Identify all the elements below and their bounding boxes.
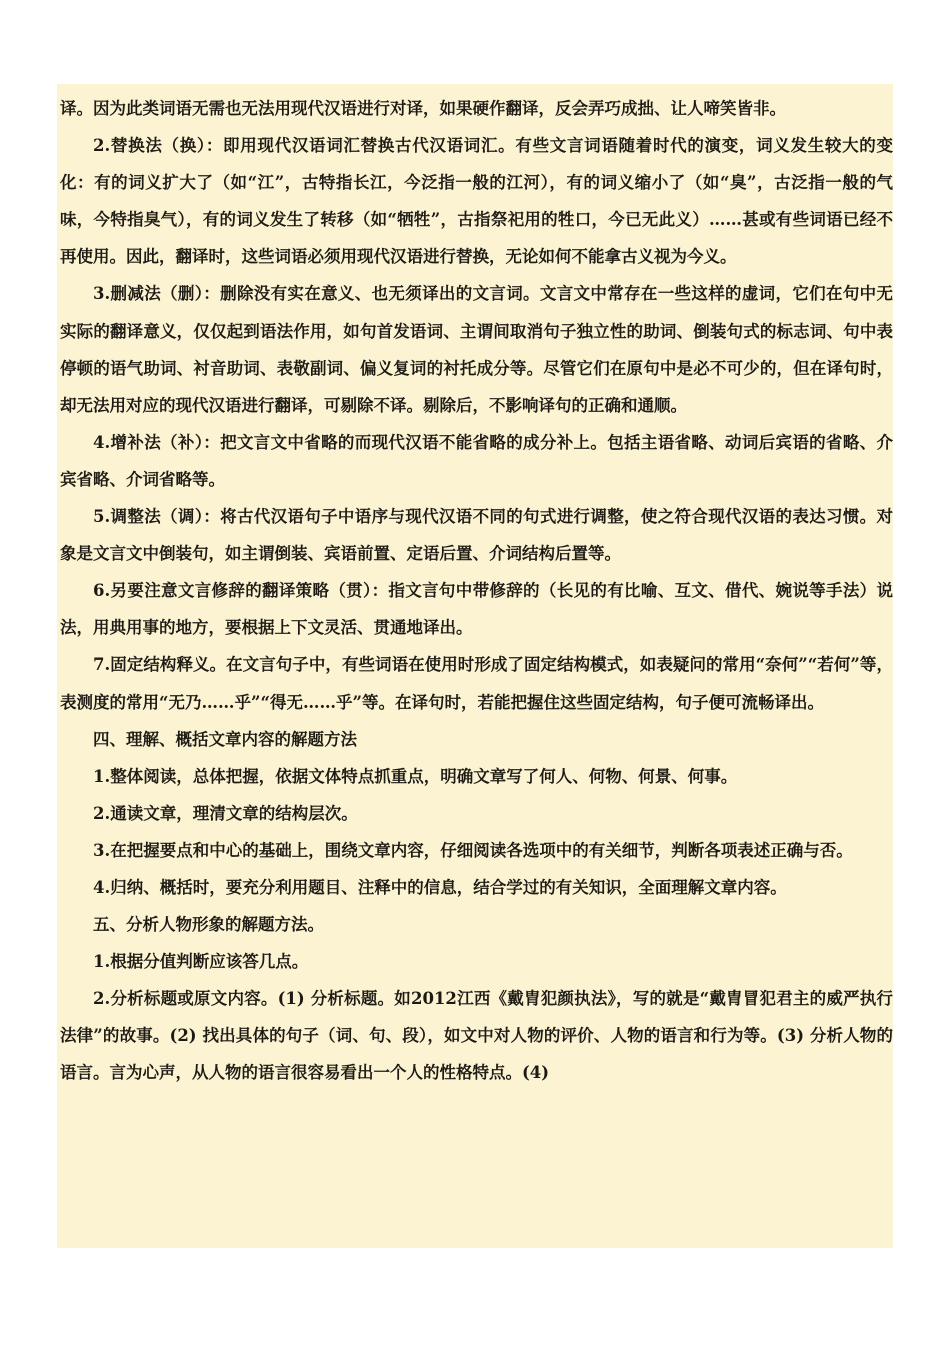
- paragraph-score-points: 1.根据分值判断应该答几点。: [93, 952, 309, 972]
- paragraph-supplement-method: 4.增补法（补）：把文言文中省略的而现代汉语不能省略的成分补上。包括主语省略、动词后宾语的省略、介宾省略、介词省略等。: [60, 432, 893, 489]
- document-page: [57, 84, 893, 1248]
- paragraph-fixed-structure: 7.固定结构释义。在文言句子中，有些词语在使用时形成了固定结构模式，如表疑问的常用“奈何”“若何”等，表测度的常用“无乃……乎”“得无……乎”等。在译句时，若能把握住这些固定结构，句子便可流畅译出。: [60, 655, 893, 712]
- paragraph-rhetoric-strategy: 6.另要注意文言修辞的翻译策略（贯）：指文言句中带修辞的（长见的有比喻、互文、借代、婉说等手法）说法，用典用事的地方，要根据上下文灵活、贯通地译出。: [60, 581, 893, 638]
- paragraph-adjustment-method: 5.调整法（调）：将古代汉语句子中语序与现代汉语不同的句式进行调整，使之符合现代汉语的表达习惯。对象是文言文中倒装句，如主谓倒装、宾语前置、定语后置、介词结构后置等。: [60, 507, 893, 564]
- paragraph-overall-reading: 1.整体阅读，总体把握，依据文体特点抓重点，明确文章写了何人、何物、何景、何事。: [93, 766, 738, 786]
- section-heading-four: 四、理解、概括文章内容的解题方法: [93, 729, 357, 749]
- paragraph-key-points: 3.在把握要点和中心的基础上，围绕文章内容，仔细阅读各选项中的有关细节，判断各项表述正确与否。: [93, 840, 853, 860]
- paragraph-read-through: 2.通读文章，理清文章的结构层次。: [93, 803, 358, 823]
- paragraph-replacement-method: 2.替换法（换）：即用现代汉语词汇替换古代汉语词汇。有些文言词语随着时代的演变，词义发生较大的变化：有的词义扩大了（如“江”，古特指长江，今泛指一般的江河），有的词义缩小了（如“臭”，古泛指一般的气味，今特指臭气），有的词义发生了转移（如“牺牲”，古指祭祀用的牲口，今已无此义）……甚或有些词语已经不再使用。因此，翻译时，这些词语必须用现代汉语进行替换，无论如何不能拿古义视为今义。: [60, 136, 893, 267]
- section-heading-five: 五、分析人物形象的解题方法。: [93, 915, 324, 935]
- paragraph-analyze-title: 2.分析标题或原文内容。(1) 分析标题。如2012江西《戴胄犯颜执法》，写的就是“戴胄冒犯君主的威严执行法律”的故事。(2) 找出具体的句子（词、句、段），如文中对人物的评价、人物的语言和行为等。(3) 分析人物的语言。言为心声，从人物的语言很容易看出一个人的性格特点。(4): [60, 989, 893, 1083]
- paragraph-summarize: 4.归纳、概括时，要充分利用题目、注释中的信息，结合学过的有关知识，全面理解文章内容。: [93, 877, 787, 897]
- paragraph-continuation: 译。因为此类词语无需也无法用现代汉语进行对译，如果硬作翻译，反会弄巧成拙、让人啼笑皆非。: [60, 99, 786, 118]
- paragraph-deletion-method: 3.删减法（删）：删除没有实在意义、也无须译出的文言词。文言文中常存在一些这样的虚词，它们在句中无实际的翻译意义，仅仅起到语法作用，如句首发语词、主谓间取消句子独立性的助词、倒装句式的标志词、句中表停顿的语气助词、衬音助词、表敬副词、偏义复词的衬托成分等。尽管它们在原句中是必不可少的，但在译句时，却无法用对应的现代汉语进行翻译，可剔除不译。剔除后，不影响译句的正确和通顺。: [60, 284, 893, 415]
